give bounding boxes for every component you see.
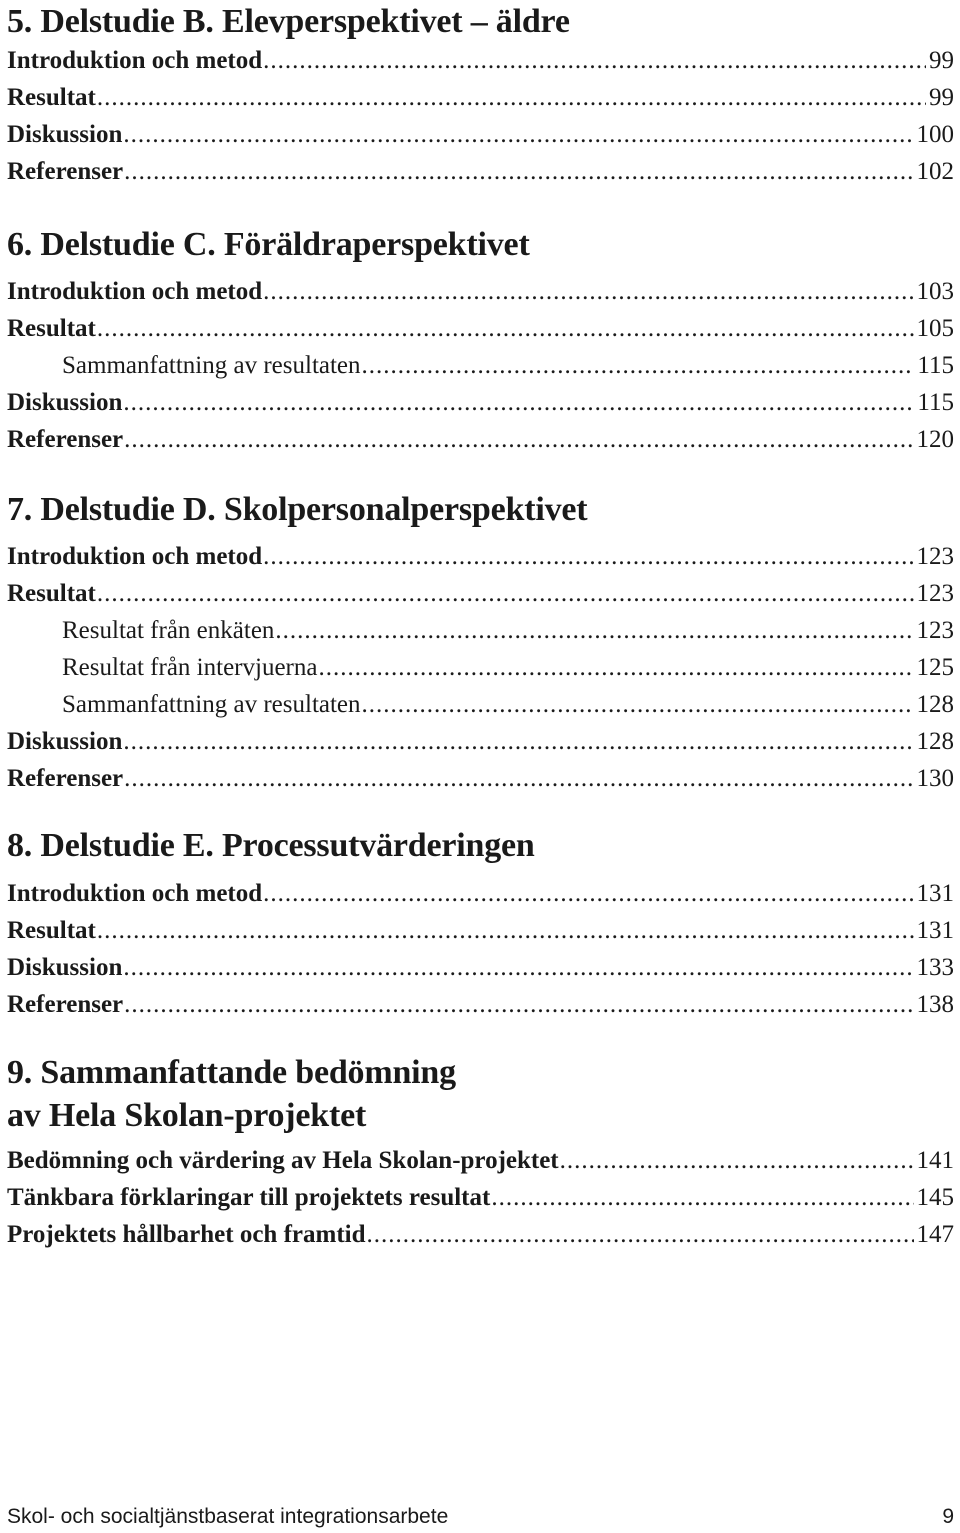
toc-entry-label: Referenser bbox=[7, 426, 124, 453]
toc-entry-label: Diskussion bbox=[7, 121, 123, 148]
toc-entry[interactable] bbox=[7, 153, 954, 190]
dot-leader bbox=[123, 723, 913, 760]
toc-entry-page: 128 bbox=[916, 691, 954, 718]
toc-entry-page: 102 bbox=[916, 158, 954, 185]
toc-entry-label: Diskussion bbox=[7, 389, 123, 416]
toc-entry-label: Sammanfattning av resultaten bbox=[62, 352, 361, 379]
toc-entry[interactable] bbox=[7, 42, 954, 79]
toc-section bbox=[7, 2, 954, 185]
dot-leader bbox=[263, 42, 926, 79]
toc-entry[interactable] bbox=[7, 575, 954, 612]
dot-leader bbox=[124, 153, 913, 190]
section-heading-line: 9. Sammanfattande bedömning bbox=[7, 1054, 456, 1091]
dot-leader bbox=[124, 760, 913, 797]
toc-entry[interactable] bbox=[7, 273, 954, 310]
section-heading-text: 8. Delstudie E. Processutvärderingen bbox=[7, 827, 535, 864]
toc-entry[interactable] bbox=[7, 612, 954, 649]
toc-entry-page: 131 bbox=[916, 917, 954, 944]
section-heading: 5. Delstudie B. Elevperspektivet – äldre bbox=[7, 3, 570, 40]
dot-leader bbox=[560, 1142, 914, 1179]
toc-entry[interactable] bbox=[7, 1216, 954, 1253]
section-heading bbox=[7, 225, 954, 265]
toc-section bbox=[7, 225, 954, 458]
dot-leader bbox=[362, 686, 914, 723]
section-heading-text: 6. Delstudie C. Föräldraperspektivet bbox=[7, 226, 530, 263]
table-of-contents bbox=[7, 0, 954, 1248]
footer-page-number: 9 bbox=[942, 1505, 954, 1528]
toc-section bbox=[7, 490, 954, 797]
toc-entry-page: 125 bbox=[916, 654, 954, 681]
toc-entry-page: 147 bbox=[916, 1221, 954, 1248]
toc-entry-label: Diskussion bbox=[7, 728, 123, 755]
toc-section bbox=[7, 1051, 954, 1253]
toc-entry[interactable] bbox=[7, 986, 954, 1023]
toc-entry-label: Referenser bbox=[7, 765, 124, 792]
toc-entry-label: Referenser bbox=[7, 991, 124, 1018]
toc-entry-page: 115 bbox=[917, 352, 954, 379]
toc-entry-label: Resultat bbox=[7, 315, 96, 342]
page-footer bbox=[7, 1503, 954, 1531]
toc-entry-page: 128 bbox=[916, 728, 954, 755]
toc-entry-page: 145 bbox=[916, 1184, 954, 1211]
toc-entry-label: Sammanfattning av resultaten bbox=[62, 691, 361, 718]
dot-leader bbox=[123, 116, 913, 153]
toc-entry-page: 100 bbox=[916, 121, 954, 148]
toc-entry[interactable] bbox=[7, 384, 954, 421]
dot-leader bbox=[97, 310, 914, 347]
toc-entry-label: Resultat bbox=[7, 84, 96, 111]
toc-entry-page: 130 bbox=[916, 765, 954, 792]
toc-entry-label: Resultat bbox=[7, 580, 96, 607]
toc-entry[interactable] bbox=[7, 310, 954, 347]
dot-leader bbox=[263, 273, 913, 310]
dot-leader bbox=[263, 875, 913, 912]
toc-entry-label: Bedömning och värdering av Hela Skolan-projektet bbox=[7, 1147, 559, 1174]
section-heading-text: 7. Delstudie D. Skolpersonalperspektivet bbox=[7, 491, 588, 528]
toc-entry-page: 138 bbox=[916, 991, 954, 1018]
toc-entry[interactable] bbox=[7, 79, 954, 116]
dot-leader bbox=[263, 538, 913, 575]
toc-entry-label: Resultat från intervjuerna bbox=[62, 654, 318, 681]
dot-leader bbox=[97, 575, 914, 612]
dot-leader bbox=[367, 1216, 914, 1253]
toc-entry-label: Projektets hållbarhet och framtid bbox=[7, 1221, 366, 1248]
section-heading-line: av Hela Skolan-projektet bbox=[7, 1097, 367, 1134]
dot-leader bbox=[97, 79, 926, 116]
toc-entry-label: Introduktion och metod bbox=[7, 278, 263, 305]
toc-entry[interactable] bbox=[7, 723, 954, 760]
toc-entry-page: 133 bbox=[916, 954, 954, 981]
toc-entry-page: 99 bbox=[929, 84, 954, 111]
dot-leader bbox=[97, 912, 914, 949]
dot-leader bbox=[275, 612, 913, 649]
toc-entry-label: Introduktion och metod bbox=[7, 543, 263, 570]
dot-leader bbox=[491, 1179, 913, 1216]
section-heading bbox=[7, 1051, 954, 1137]
toc-entry[interactable] bbox=[7, 421, 954, 458]
toc-entry-page: 123 bbox=[916, 543, 954, 570]
toc-entry[interactable] bbox=[7, 538, 954, 575]
toc-entry-page: 120 bbox=[916, 426, 954, 453]
toc-entry[interactable] bbox=[7, 347, 954, 384]
toc-entry[interactable] bbox=[7, 949, 954, 986]
footer-title: Skol- och socialtjänstbaserat integrationsarbete bbox=[7, 1505, 449, 1528]
toc-entry-label: Resultat bbox=[7, 917, 96, 944]
toc-entry-page: 103 bbox=[916, 278, 954, 305]
toc-entry[interactable] bbox=[7, 649, 954, 686]
toc-entry-label: Resultat från enkäten bbox=[62, 617, 275, 644]
toc-entry[interactable] bbox=[7, 686, 954, 723]
toc-entry[interactable] bbox=[7, 1179, 954, 1216]
toc-entry-page: 141 bbox=[916, 1147, 954, 1174]
toc-entry[interactable] bbox=[7, 1142, 954, 1179]
dot-leader bbox=[124, 986, 913, 1023]
toc-entry-page: 115 bbox=[917, 389, 954, 416]
dot-leader bbox=[123, 384, 914, 421]
toc-entry-label: Introduktion och metod bbox=[7, 880, 263, 907]
dot-leader bbox=[318, 649, 913, 686]
toc-entry[interactable] bbox=[7, 116, 954, 153]
toc-entry-page: 99 bbox=[929, 47, 954, 74]
dot-leader bbox=[123, 949, 913, 986]
toc-entry-label: Referenser bbox=[7, 158, 124, 185]
toc-entry-label: Introduktion och metod bbox=[7, 47, 263, 74]
dot-leader bbox=[362, 347, 915, 384]
toc-entry-page: 123 bbox=[916, 617, 954, 644]
toc-entry[interactable] bbox=[7, 912, 954, 949]
toc-entry[interactable] bbox=[7, 875, 954, 912]
toc-entry-label: Diskussion bbox=[7, 954, 123, 981]
toc-entry[interactable] bbox=[7, 760, 954, 797]
section-heading bbox=[7, 826, 954, 866]
section-heading bbox=[7, 490, 954, 530]
dot-leader bbox=[124, 421, 913, 458]
toc-entry-page: 123 bbox=[916, 580, 954, 607]
toc-section bbox=[7, 826, 954, 1023]
toc-entry-page: 131 bbox=[916, 880, 954, 907]
toc-entry-label: Tänkbara förklaringar till projektets resultat bbox=[7, 1184, 491, 1211]
toc-entry-page: 105 bbox=[916, 315, 954, 342]
